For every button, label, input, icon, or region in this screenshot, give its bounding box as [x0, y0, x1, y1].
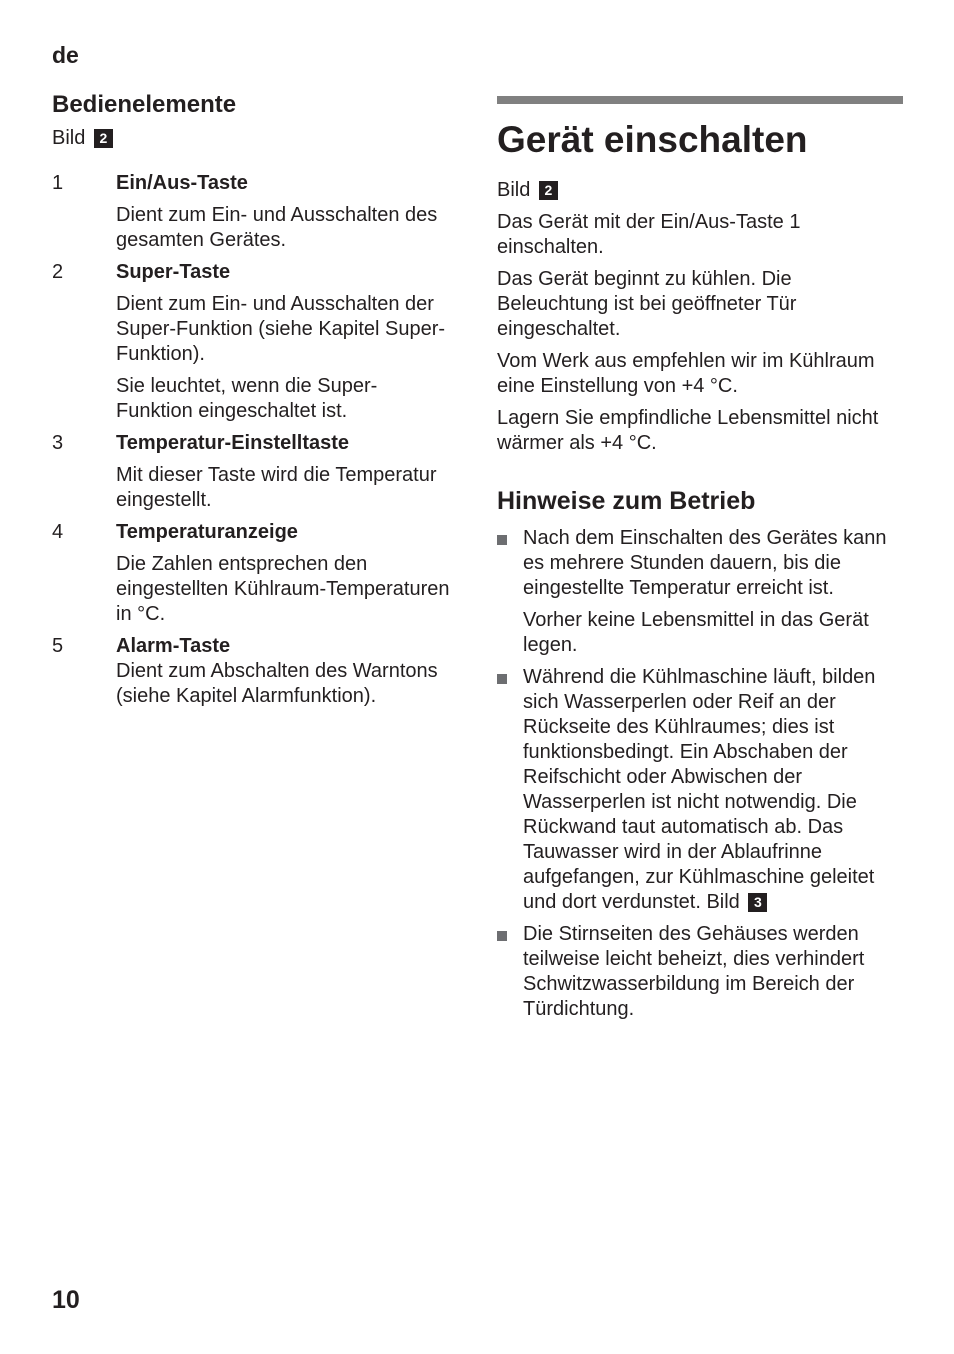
- bullet-text: Die Stirnseiten des Gehäuses werden teilweise leicht beheizt, dies verhindert Schwitzwasserbildung im Bereich der Türdichtung.: [523, 923, 865, 1020]
- figure-number-badge: 3: [748, 893, 767, 912]
- figure-number-badge: 2: [94, 129, 113, 148]
- item-number: 3: [52, 432, 64, 454]
- item-description: Dient zum Abschalten des Warntons (siehe Kapitel Alarmfunktion).: [116, 660, 438, 707]
- switch-on-section: [497, 96, 907, 1029]
- section-divider: [497, 96, 903, 104]
- control-item: [52, 171, 452, 253]
- control-item: [52, 520, 452, 627]
- item-description: Sie leuchtet, wenn die Super-Funktion eingeschaltet ist.: [116, 375, 378, 422]
- item-title: Super-Taste: [116, 261, 231, 283]
- item-number: 4: [52, 521, 64, 543]
- body-paragraph: Lagern Sie empfindliche Lebensmittel nicht wärmer als +4 °C.: [497, 407, 879, 454]
- item-number: 5: [52, 635, 64, 657]
- control-item: [52, 634, 452, 709]
- item-number: 1: [52, 172, 64, 194]
- figure-reference: [52, 126, 452, 151]
- figure-reference: [497, 178, 907, 203]
- item-title: Ein/Aus-Taste: [116, 172, 248, 194]
- item-title: Temperatur-Einstelltaste: [116, 432, 350, 454]
- bullet-text-content: Während die Kühlmaschine läuft, bilden sich Wasserperlen oder Reif an der Rückseite des Kühlraumes; dies ist funktionsbedingt. Ein Abschaben der Reifschicht oder Abwischen der Wasserperlen ist nicht notwendig. Die Rückwand taut automatisch ab. Das Tauwasser wird in der Ablaufrinne aufgefangen, zur Kühlmaschine geleitet und dort verdunstet. Bild: [523, 666, 876, 913]
- language-tag: de: [52, 42, 79, 68]
- operation-notes-heading: Hinweise zum Betrieb: [497, 487, 756, 515]
- body-paragraph: Das Gerät beginnt zu kühlen. Die Beleuchtung ist bei geöffneter Tür eingeschaltet.: [497, 268, 797, 340]
- body-paragraph: Vom Werk aus empfehlen wir im Kühlraum eine Einstellung von +4 °C.: [497, 350, 875, 397]
- item-description: Dient zum Ein- und Ausschalten der Super-Funktion (siehe Kapitel Super-Funktion).: [116, 293, 446, 365]
- body-paragraph: Das Gerät mit der Ein/Aus-Taste 1 einschalten.: [497, 211, 801, 258]
- list-item: [497, 526, 907, 658]
- bullet-text: Nach dem Einschalten des Gerätes kann es mehrere Stunden dauern, bis die eingestellte Temperatur erreicht ist.: [523, 527, 887, 599]
- item-number: 2: [52, 261, 64, 283]
- item-description: Mit dieser Taste wird die Temperatur eingestellt.: [116, 464, 437, 511]
- bullet-square-icon: [497, 674, 507, 684]
- figure-label: Bild: [52, 127, 86, 149]
- controls-heading: Bedienelemente: [52, 91, 237, 118]
- item-title: Temperaturanzeige: [116, 521, 298, 543]
- controls-section: [52, 90, 452, 709]
- item-description: Die Zahlen entsprechen den eingestellten Kühlraum-Temperaturen in °C.: [116, 553, 450, 625]
- page-title: Gerät einschalten: [497, 119, 808, 160]
- figure-label: Bild: [497, 179, 531, 201]
- control-item: [52, 431, 452, 513]
- bullet-square-icon: [497, 931, 507, 941]
- control-item: [52, 260, 452, 424]
- page-number: 10: [52, 1286, 80, 1314]
- item-description: Dient zum Ein- und Ausschalten des gesamten Gerätes.: [116, 204, 438, 251]
- bullet-text: Vorher keine Lebensmittel in das Gerät legen.: [523, 609, 869, 656]
- list-item: [497, 922, 907, 1022]
- bullet-text: [523, 665, 907, 915]
- list-item: [497, 665, 907, 915]
- item-title: Alarm-Taste: [116, 635, 231, 657]
- bullet-square-icon: [497, 535, 507, 545]
- figure-number-badge: 2: [539, 181, 558, 200]
